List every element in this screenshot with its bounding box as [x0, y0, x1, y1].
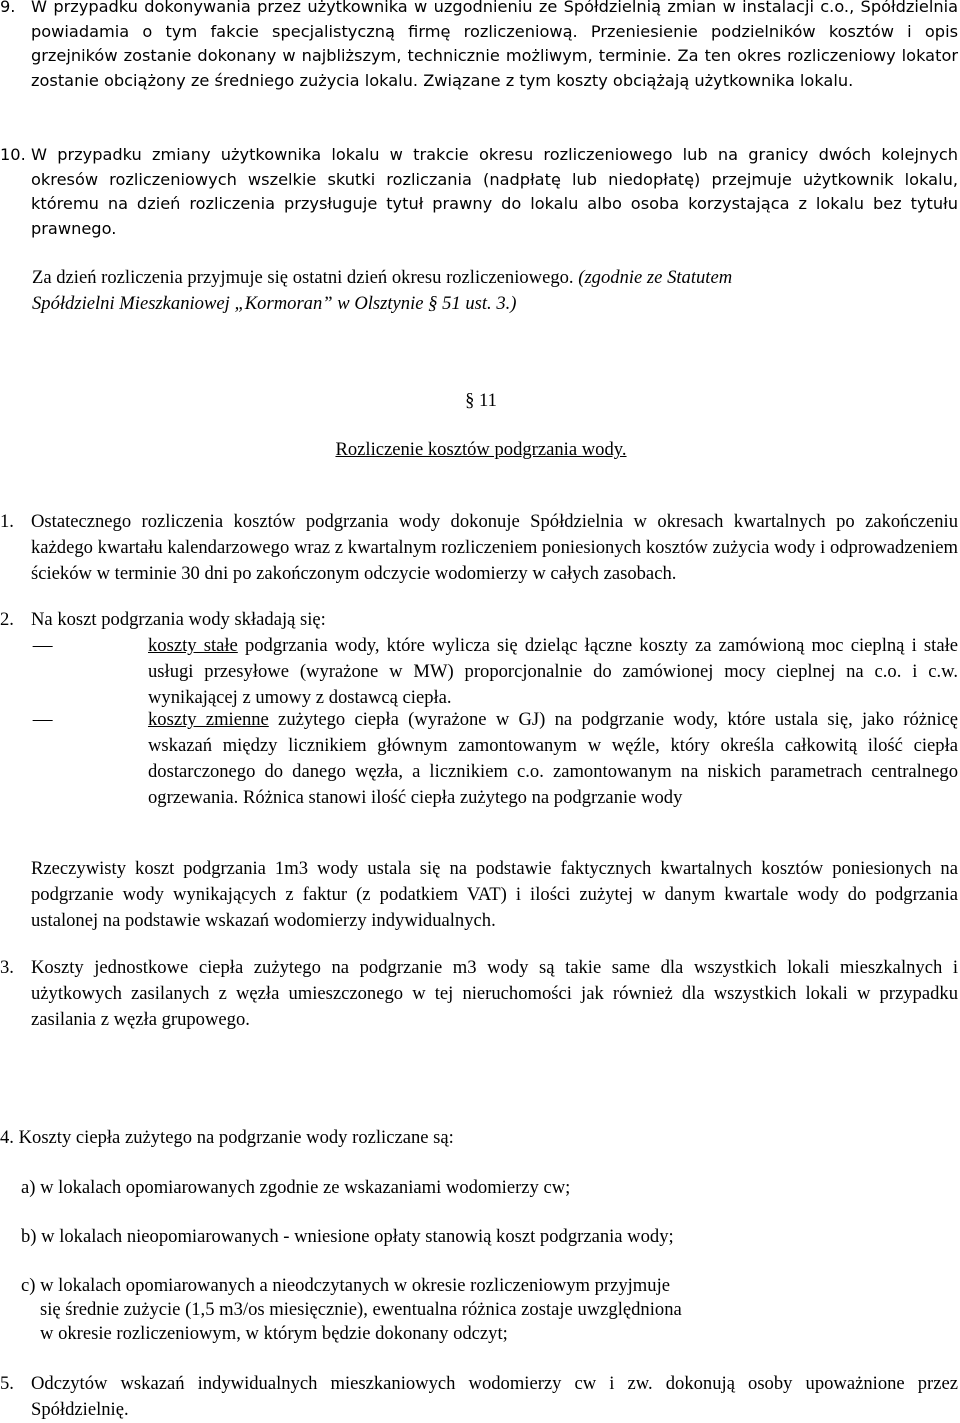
list-item-c-line2: się średnie zużycie (1,5 m3/os miesięcznie), ewentualna różnica zostaje uwzględniona — [40, 1299, 682, 1320]
statute-citation: (zgodnie ze Statutem Spółdzielni Mieszkaniowej „Kormoran” w Olsztynie § 51 ust. 3.) — [32, 267, 733, 314]
paragraph-number: 10. — [0, 145, 26, 164]
list-item-c-line1: c) w lokalach opomiarowanych a nieodczytanych w okresie rozliczeniowym przyjmuje — [21, 1275, 670, 1296]
paragraph-text: Odczytów wskazań indywidualnych mieszkaniowych wodomierzy cw i zw. dokonują osoby upoważnione przez Spółdzielnię. — [31, 1373, 958, 1420]
paragraph-number: 3. — [0, 957, 14, 978]
term-variable-costs: koszty zmienne — [148, 709, 269, 730]
real-cost-text: Rzeczywisty koszt podgrzania 1m3 wody ustala się na podstawie faktycznych kwartalnych kosztów poniesionych na podgrzanie wody wynikających z faktur (z podatkiem VAT) i ilości zużytej w danym kwartale wody do podgrzania ustalonej na podstawie wskazań wodomierzy indywidualnych. — [31, 858, 958, 931]
list-item-b: b) w lokalach nieopomiarowanych - wniesione opłaty stanowią koszt podgrzania wody; — [21, 1226, 674, 1247]
paragraph-2 — [0, 607, 958, 633]
paragraph-number: 1. — [0, 511, 14, 532]
paragraph-text: W przypadku dokonywania przez użytkownika w uzgodnieniu ze Spółdzielnią zmian w instalacji c.o., Spółdzielnia powiadamia o tym fakcie specjalistyczną firmę rozliczeniową. Przeniesienie podzielników kosztów i opis grzejników zostanie dokonany w najbliższym, technicznie możliwym, terminie. Za ten okres rozliczeniowy lokator zostanie obciążony ze średniego zużycia lokalu. Związane z tym koszty obciążają użytkownika lokalu. — [31, 0, 958, 90]
real-cost-paragraph — [0, 856, 958, 934]
list-item-c-line3: w okresie rozliczeniowym, w którym będzie dokonany odczyt; — [40, 1323, 508, 1344]
section-title: Rozliczenie kosztów podgrzania wody. — [335, 439, 627, 460]
settlement-day-note — [32, 265, 792, 317]
list-item-body: zużytego ciepła (wyrażone w GJ) na podgrzanie wody, które ustala się, jako różnicę wskazań między licznikiem głównym zamontowanym w węźle, który określa całkowitą ilość ciepła dostarczonego do danego węzła, a licznikiem c.o. zamontowanym na niskich parametrach centralnego ogrzewania. Różnica stanowi ilość ciepła zużytego na podgrzanie wody — [148, 709, 958, 808]
list-item-a: a) w lokalach opomiarowanych zgodnie ze wskazaniami wodomierzy cw; — [21, 1177, 571, 1198]
paragraph-4-intro: 4. Koszty ciepła zużytego na podgrzanie wody rozliczane są: — [0, 1127, 454, 1148]
paragraph-text: Koszty jednostkowe ciepła zużytego na podgrzanie m3 wody są takie same dla wszystkich lokali mieszkalnych i użytkowych zasilanych z węzła umieszczonego w tej nieruchomości jak również dla wszystkich lokali w przypadku zasilania z węzła grupowego. — [31, 957, 958, 1030]
dash-bullet: – — [32, 635, 53, 656]
section-number: § 11 — [465, 390, 497, 411]
list-item — [0, 633, 958, 711]
dash-bullet: – — [32, 709, 53, 730]
paragraph-number: 5. — [0, 1373, 14, 1394]
paragraph-1 — [0, 509, 958, 587]
list-item-text — [0, 633, 958, 711]
paragraph-number: 2. — [0, 609, 14, 630]
list-item-body: podgrzania wody, które wylicza się dzieląc łączne koszty za zamówioną moc cieplną i stałe usługi przesyłowe (wyrażone w MW) proporcjonalnie do zamówionej mocy cieplnej na c.o. i c.w. wynikającej z umowy z dostawcą ciepła. — [148, 635, 958, 708]
paragraph-5 — [0, 1371, 958, 1423]
paragraph-number: 9. — [0, 0, 16, 16]
paragraph-intro: Na koszt podgrzania wody składają się: — [31, 609, 326, 630]
list-item-text — [0, 707, 958, 811]
list-item — [0, 707, 958, 811]
paragraph-10 — [0, 143, 958, 241]
settlement-day-text: Za dzień rozliczenia przyjmuje się ostatni dzień okresu rozliczeniowego. — [32, 267, 574, 288]
paragraph-3 — [0, 955, 958, 1033]
paragraph-9 — [0, 0, 958, 93]
paragraph-text: Ostatecznego rozliczenia kosztów podgrzania wody dokonuje Spółdzielnia w okresach kwartalnych po zakończeniu każdego kwartału kalendarzowego wraz z kwartalnym rozliczeniem poniesionych kosztów zużycia wody i odprowadzeniem ścieków w terminie 30 dni po zakończonym odczycie wodomierzy w całych zasobach. — [31, 511, 958, 584]
paragraph-text: W przypadku zmiany użytkownika lokalu w trakcie okresu rozliczeniowego lub na granicy dwóch kolejnych okresów rozliczeniowych wszelkie skutki rozliczania (nadpłatę lub niedopłatę) przejmuje użytkownik lokalu, któremu na dzień rozliczenia przysługuje tytuł prawny do lokalu albo osoba korzystająca z lokalu bez tytułu prawnego. — [31, 145, 958, 238]
term-fixed-costs: koszty stałe — [148, 635, 238, 656]
